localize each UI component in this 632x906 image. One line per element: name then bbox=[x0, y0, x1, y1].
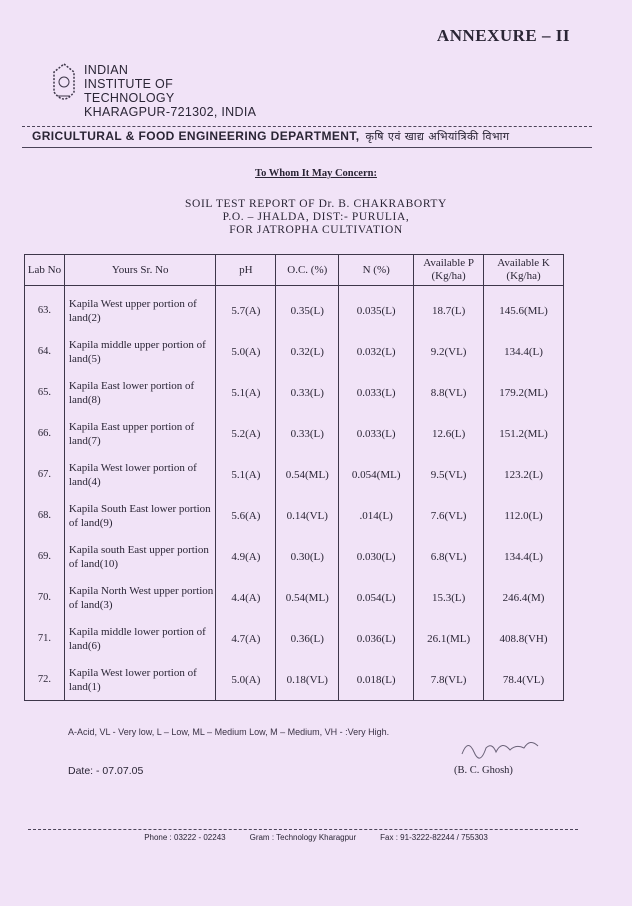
oc-cell: 0.33(L) bbox=[276, 372, 339, 413]
oc-cell: 0.30(L) bbox=[276, 536, 339, 577]
salutation: To Whom It May Concern: bbox=[255, 168, 377, 179]
available-k-cell: 246.4(M) bbox=[484, 577, 564, 618]
iit-logo-icon bbox=[50, 62, 78, 110]
sr-no-cell: Kapila East lower portion of land(8) bbox=[64, 372, 216, 413]
ph-cell: 5.7(A) bbox=[216, 286, 276, 332]
n-cell: 0.032(L) bbox=[339, 331, 414, 372]
table-row bbox=[25, 372, 564, 413]
ph-cell: 5.0(A) bbox=[216, 331, 276, 372]
n-cell: 0.036(L) bbox=[339, 618, 414, 659]
table-row bbox=[25, 413, 564, 454]
lab-no-cell: 67. bbox=[25, 454, 65, 495]
soil-test-table bbox=[24, 254, 564, 701]
n-cell: 0.030(L) bbox=[339, 536, 414, 577]
ph-cell: 5.1(A) bbox=[216, 454, 276, 495]
table-row bbox=[25, 536, 564, 577]
available-k-cell: 123.2(L) bbox=[484, 454, 564, 495]
institute-block bbox=[84, 63, 256, 119]
signer-name: (B. C. Ghosh) bbox=[454, 765, 513, 776]
footer-gram: Gram : Technology Kharagpur bbox=[249, 833, 357, 842]
header-lab-no: Lab No bbox=[25, 255, 65, 286]
table-row bbox=[25, 495, 564, 536]
available-k-cell: 151.2(ML) bbox=[484, 413, 564, 454]
lab-no-cell: 70. bbox=[25, 577, 65, 618]
lab-no-cell: 68. bbox=[25, 495, 65, 536]
table-row bbox=[25, 659, 564, 701]
annexure-label: ANNEXURE – II bbox=[436, 26, 570, 45]
ph-cell: 5.0(A) bbox=[216, 659, 276, 701]
report-date: Date: - 07.07.05 bbox=[68, 765, 144, 777]
report-title-line-2: P.O. – JHALDA, DIST:- PURULIA, bbox=[222, 211, 410, 223]
sr-no-cell: Kapila East upper portion of land(7) bbox=[64, 413, 216, 454]
header-n: N (%) bbox=[339, 255, 414, 286]
footer-phone: Phone : 03222 - 02243 bbox=[144, 833, 226, 842]
available-k-cell: 78.4(VL) bbox=[484, 659, 564, 701]
table-row bbox=[25, 286, 564, 332]
available-p-cell: 8.8(VL) bbox=[414, 372, 484, 413]
available-p-cell: 7.8(VL) bbox=[414, 659, 484, 701]
sr-no-cell: Kapila West upper portion of land(2) bbox=[64, 286, 216, 332]
available-k-cell: 179.2(ML) bbox=[484, 372, 564, 413]
department-bar bbox=[22, 126, 592, 148]
sr-no-cell: Kapila middle lower portion of land(6) bbox=[64, 618, 216, 659]
lab-no-cell: 72. bbox=[25, 659, 65, 701]
ph-cell: 5.1(A) bbox=[216, 372, 276, 413]
report-title-line-1: SOIL TEST REPORT OF Dr. B. CHAKRABORTY bbox=[185, 198, 447, 210]
department-name: GRICULTURAL & FOOD ENGINEERING DEPARTMENT, bbox=[32, 129, 360, 143]
oc-cell: 0.54(ML) bbox=[276, 454, 339, 495]
available-p-cell: 18.7(L) bbox=[414, 286, 484, 332]
sr-no-cell: Kapila middle upper portion of land(5) bbox=[64, 331, 216, 372]
sr-no-cell: Kapila North West upper portion of land(3) bbox=[64, 577, 216, 618]
header-oc: O.C. (%) bbox=[276, 255, 339, 286]
ph-cell: 5.6(A) bbox=[216, 495, 276, 536]
available-k-cell: 112.0(L) bbox=[484, 495, 564, 536]
available-p-cell: 12.6(L) bbox=[414, 413, 484, 454]
sr-no-cell: Kapila south East upper portion of land(10) bbox=[64, 536, 216, 577]
institute-line-2: INSTITUTE OF bbox=[84, 77, 174, 91]
available-p-cell: 9.5(VL) bbox=[414, 454, 484, 495]
available-k-cell: 134.4(L) bbox=[484, 331, 564, 372]
available-k-cell: 145.6(ML) bbox=[484, 286, 564, 332]
lab-no-cell: 69. bbox=[25, 536, 65, 577]
table-row bbox=[25, 454, 564, 495]
n-cell: 0.054(ML) bbox=[339, 454, 414, 495]
n-cell: 0.018(L) bbox=[339, 659, 414, 701]
department-name-hindi: कृषि एवं खाद्य अभियांत्रिकी विभाग bbox=[365, 130, 510, 143]
n-cell: .014(L) bbox=[339, 495, 414, 536]
lab-no-cell: 66. bbox=[25, 413, 65, 454]
ph-cell: 4.4(A) bbox=[216, 577, 276, 618]
report-title bbox=[0, 198, 632, 237]
sr-no-cell: Kapila South East lower portion of land(9) bbox=[64, 495, 216, 536]
sr-no-cell: Kapila West lower portion of land(1) bbox=[64, 659, 216, 701]
signature-scribble bbox=[458, 734, 548, 762]
sr-no-cell: Kapila West lower portion of land(4) bbox=[64, 454, 216, 495]
header-ph: pH bbox=[216, 255, 276, 286]
institute-line-3: TECHNOLOGY bbox=[84, 91, 175, 105]
available-p-cell: 26.1(ML) bbox=[414, 618, 484, 659]
n-cell: 0.035(L) bbox=[339, 286, 414, 332]
oc-cell: 0.36(L) bbox=[276, 618, 339, 659]
available-p-cell: 15.3(L) bbox=[414, 577, 484, 618]
lab-no-cell: 65. bbox=[25, 372, 65, 413]
ph-cell: 4.7(A) bbox=[216, 618, 276, 659]
header-available-p: Available P (Kg/ha) bbox=[414, 255, 484, 286]
oc-cell: 0.33(L) bbox=[276, 413, 339, 454]
ph-cell: 4.9(A) bbox=[216, 536, 276, 577]
available-p-cell: 6.8(VL) bbox=[414, 536, 484, 577]
available-k-cell: 134.4(L) bbox=[484, 536, 564, 577]
oc-cell: 0.35(L) bbox=[276, 286, 339, 332]
institute-line-1: INDIAN bbox=[84, 63, 129, 77]
available-k-cell: 408.8(VH) bbox=[484, 618, 564, 659]
lab-no-cell: 64. bbox=[25, 331, 65, 372]
oc-cell: 0.18(VL) bbox=[276, 659, 339, 701]
n-cell: 0.033(L) bbox=[339, 413, 414, 454]
lab-no-cell: 63. bbox=[25, 286, 65, 332]
table-body bbox=[25, 286, 564, 701]
institute-address: KHARAGPUR-721302, INDIA bbox=[84, 105, 257, 119]
table-row bbox=[25, 331, 564, 372]
header-sr-no: Yours Sr. No bbox=[64, 255, 216, 286]
oc-cell: 0.54(ML) bbox=[276, 577, 339, 618]
table-row bbox=[25, 577, 564, 618]
available-p-cell: 9.2(VL) bbox=[414, 331, 484, 372]
footer bbox=[0, 833, 632, 842]
n-cell: 0.033(L) bbox=[339, 372, 414, 413]
table-row bbox=[25, 618, 564, 659]
n-cell: 0.054(L) bbox=[339, 577, 414, 618]
header-available-k: Available K (Kg/ha) bbox=[484, 255, 564, 286]
footer-fax: Fax : 91-3222-82244 / 755303 bbox=[380, 833, 488, 842]
ph-cell: 5.2(A) bbox=[216, 413, 276, 454]
legend-note: A-Acid, VL - Very low, L – Low, ML – Medium Low, M – Medium, VH - :Very High. bbox=[68, 727, 390, 737]
table-header-row bbox=[25, 255, 564, 286]
oc-cell: 0.32(L) bbox=[276, 331, 339, 372]
lab-no-cell: 71. bbox=[25, 618, 65, 659]
report-title-line-3: FOR JATROPHA CULTIVATION bbox=[229, 224, 403, 236]
footer-divider bbox=[28, 829, 578, 830]
available-p-cell: 7.6(VL) bbox=[414, 495, 484, 536]
oc-cell: 0.14(VL) bbox=[276, 495, 339, 536]
